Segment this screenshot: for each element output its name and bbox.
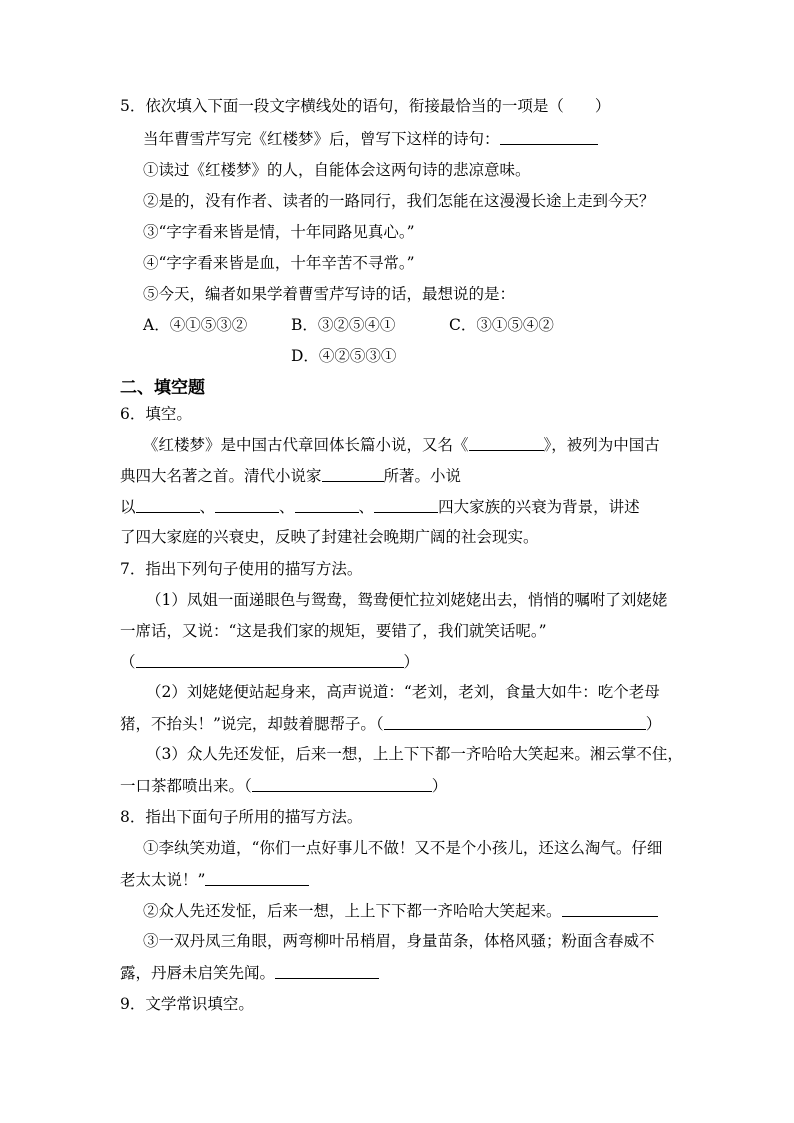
q8-blank-1[interactable]	[205, 869, 309, 886]
q8-s1-line-1: ①李纨笑劝道，“你们一点好事儿不做！又不是个小孩儿，还这么淘气。仔细	[143, 839, 663, 857]
q6-line-3	[120, 496, 640, 517]
q7-s2-line-1: （2）刘姥姥便站起身来，高声说道：“老刘，老刘，食量大如牛：吃个老母	[146, 683, 660, 701]
q8-text: 老太太说！”	[120, 871, 206, 889]
q5-sentence-3: ③“字字看来皆是情，十年同路见真心。”	[143, 223, 415, 241]
q5-stem: 5．依次填入下面一段文字横线处的语句，衔接最恰当的一项是（ ）	[120, 97, 611, 115]
q5-sentence-2: ②是的，没有作者、读者的一路同行，我们怎能在这漫漫长途上走到今天？	[143, 192, 655, 210]
q6-line-2	[120, 465, 461, 486]
q8-s1-line-2	[120, 869, 309, 890]
q5-option-c[interactable]: C．③①⑤④②	[449, 316, 554, 334]
q6-sep: 、	[279, 498, 295, 516]
q7-blank-2[interactable]	[384, 713, 646, 730]
q6-line-4: 了四大家庭的兴衰史，反映了封建社会晚期广阔的社会现实。	[120, 528, 539, 546]
q6-blank-alias[interactable]	[469, 434, 544, 451]
q6-blank-family-3[interactable]	[295, 496, 359, 513]
q6-text: 》，被列为中国古	[543, 436, 660, 454]
q6-blank-family-4[interactable]	[374, 496, 438, 513]
q7-text: 猪，不抬头！”说完，却鼓着腮帮子。（	[120, 715, 384, 733]
q5-blank[interactable]	[500, 128, 598, 145]
q7-blank-3[interactable]	[252, 775, 432, 792]
q6-text: 《红楼梦》是中国古代章回体长篇小说，又名《	[143, 436, 469, 454]
q8-blank-2[interactable]	[562, 900, 658, 917]
section-title: 二、填空题	[120, 378, 205, 398]
q6-sep: 、	[358, 498, 375, 516]
q5-option-d[interactable]: D．④②⑤③①	[291, 347, 397, 365]
q6-text: 以	[120, 498, 136, 516]
q8-s2	[143, 900, 658, 921]
q5-option-a[interactable]: A．④①⑤③②	[143, 316, 248, 334]
q5-sentence-4: ④“字字看来皆是血，十年辛苦不寻常。”	[143, 254, 415, 272]
q7-s1-answer	[120, 651, 419, 672]
q5-sentence-5: ⑤今天，编者如果学着曹雪芹写诗的话，最想说的是：	[143, 285, 516, 303]
q5-intro-line	[143, 128, 598, 149]
q8-blank-3[interactable]	[275, 962, 379, 979]
paren: ）	[403, 653, 420, 671]
paren: （	[120, 653, 136, 671]
q7-stem: 7．指出下列句子使用的描写方法。	[120, 560, 363, 578]
q6-text: 所著。小说	[383, 467, 462, 485]
q6-text: 四大家族的兴衰为背景，讲述	[438, 498, 640, 516]
q7-s2-line-2	[120, 713, 661, 734]
paren: ）	[431, 777, 448, 795]
q6-line-1	[143, 434, 660, 455]
q6-text: 典四大名著之首。清代小说家	[120, 467, 322, 485]
paren: ）	[645, 715, 662, 733]
q5-option-b[interactable]: B．③②⑤④①	[291, 316, 396, 334]
q5-intro: 当年曹雪芹写完《红楼梦》后，曾写下这样的诗句：	[143, 130, 500, 148]
q6-blank-author[interactable]	[322, 465, 384, 482]
q5-sentence-1: ①读过《红楼梦》的人，自能体会这两句诗的悲凉意味。	[143, 161, 531, 179]
q7-s1-line-2: 一席话，又说：“这是我们家的规矩，要错了，我们就笑话呢。”	[120, 622, 547, 640]
q7-blank-1[interactable]	[136, 651, 404, 668]
q7-s3-line-1: （3）众人先还发怔，后来一想，上上下下都一齐哈哈大笑起来。湘云掌不住，	[146, 745, 683, 763]
q7-s1-line-1: （1）凤姐一面递眼色与鸳鸯，鸳鸯便忙拉刘姥姥出去，悄悄的嘱咐了刘姥姥	[146, 591, 668, 609]
q7-text: 一口茶都喷出来。（	[120, 777, 252, 795]
q6-blank-family-2[interactable]	[215, 496, 279, 513]
q6-stem: 6．填空。	[120, 405, 192, 423]
q6-sep: 、	[199, 498, 216, 516]
q9-stem: 9．文学常识填空。	[120, 995, 254, 1013]
q8-stem: 8．指出下面句子所用的描写方法。	[120, 808, 363, 826]
q8-text: ②众人先还发怔，后来一想，上上下下都一齐哈哈大笑起来。	[143, 902, 562, 920]
q8-s3-line-2	[120, 962, 379, 983]
q8-s3-line-1: ③一双丹凤三角眼，两弯柳叶吊梢眉，身量苗条，体格风骚；粉面含春威不	[143, 932, 655, 950]
q8-text: 露，丹唇未启笑先闻。	[120, 964, 276, 982]
q6-blank-family-1[interactable]	[136, 496, 200, 513]
q7-s3-line-2	[120, 775, 447, 796]
